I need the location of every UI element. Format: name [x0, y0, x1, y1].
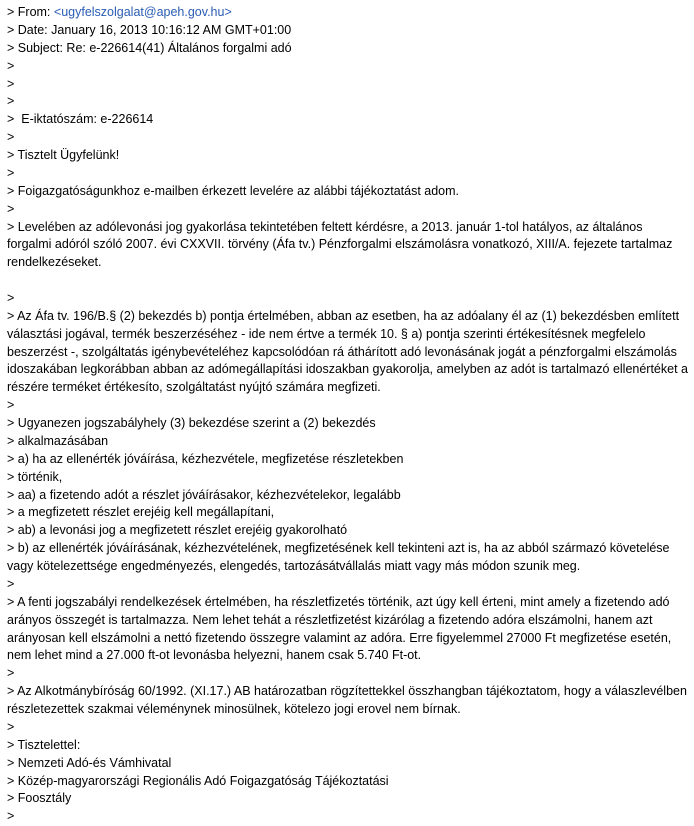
line-text: >: [7, 290, 15, 305]
line-text: >: [7, 58, 15, 73]
email-line: [7, 665, 690, 683]
line-text: >: [7, 809, 15, 824]
email-line: [7, 790, 690, 808]
email-line: [7, 129, 690, 147]
email-line: [7, 76, 690, 94]
email-line: [7, 201, 690, 219]
line-text: >: [7, 130, 15, 145]
email-line: [7, 165, 690, 183]
line-text: > b) az ellenérték jóváírásának, kézhezvételének, megfizetésének kell tekinteni azt is, ha az abból származó követelése vagy kötelezettsége engedményezés, elengedés, tartozásátvállalás miatt vagy más módon szunik meg.: [7, 541, 673, 574]
email-line: [7, 308, 690, 397]
line-text: >: [7, 398, 15, 413]
email-line: [7, 522, 690, 540]
line-text: > Date: January 16, 2013 10:16:12 AM GMT+01:00: [7, 22, 292, 37]
email-line: [7, 290, 690, 308]
line-text: >: [7, 201, 15, 216]
line-text: > From:: [7, 5, 54, 19]
email-line: [7, 469, 690, 487]
line-text: > Tisztelt Ügyfelünk!: [7, 148, 120, 162]
line-text: > Az Alkotmánybíróság 60/1992. (XI.17.) AB határozatban rögzítettekkel összhangban tájékoztatom, hogy a válaszlevélben részletezettek szakmai véleménynek minosülnek, kötelezo jogi erovel nem bírnak.: [7, 684, 691, 717]
line-text: > alkalmazásában: [7, 433, 109, 448]
email-line: [7, 415, 690, 433]
line-text: >: [7, 719, 15, 734]
line-text: > aa) a fizetendo adót a részlet jóváírásakor, kézhezvételekor, legalább: [7, 487, 401, 502]
line-text: > Az Áfa tv. 196/B.§ (2) bekezdés b) pontja értelmében, abban az esetben, ha az adóalany él az (1) bekezdésben említett választási jogával, termék beszerzéséhez - ide nem értve a termék 10. § a) pontja szerinti értékesítésnek megfelelo beszerzést -, szolgáltatás igénybevételéhez kapcsolódóan rá áthárított adó levonásának jogát a pénzforgalmi elszámolás idoszakában legkorábban abban az adómegállapítási idoszakban gyakorolja, amelyben az adót is tartalmazó ellenértéket a részére terméket értékesíto, szolgáltatást nyújtó számára megfizeti.: [7, 308, 692, 395]
email-line: [7, 540, 690, 576]
line-text: > Foigazgatóságunkhoz e-mailben érkezett levelére az alábbi tájékoztatást adom.: [7, 183, 460, 198]
email-line: [7, 397, 690, 415]
email-line: [7, 576, 690, 594]
email-line: [7, 504, 690, 522]
line-text: > Levelében az adólevonási jog gyakorlása tekintetében feltett kérdésre, a 2013. január 1-tol hatályos, az általános forgalmi adóról szóló 2007. évi CXXVII. törvény (Áfa tv.) Pénzforgalmi elszámolásra vonatkozó, XIII/A. fejezete tartalmaz rendelkezéseket.: [7, 219, 676, 270]
line-text: > a) ha az ellenérték jóváírása, kézhezvétele, megfizetése részletekben: [7, 451, 404, 466]
email-line: [7, 451, 690, 469]
email-line: [7, 433, 690, 451]
email-line: [7, 93, 690, 111]
line-text: > Subject: Re: e-226614(41) Általános forgalmi adó: [7, 40, 292, 55]
line-text: > Közép-magyarországi Regionális Adó Foigazgatóság Tájékoztatási: [7, 773, 389, 788]
email-line: [7, 755, 690, 773]
email-line: [7, 808, 690, 826]
email-line: [7, 487, 690, 505]
line-text: > E-iktatószám: e-226614: [7, 112, 154, 127]
line-text: > Foosztály: [7, 791, 72, 806]
email-line: [7, 719, 690, 737]
email-line: [7, 147, 690, 165]
line-text: >: [7, 576, 15, 591]
email-line: [7, 22, 690, 40]
email-line: [7, 773, 690, 791]
line-text: > történik,: [7, 469, 63, 484]
blank-line: [7, 272, 690, 290]
email-line: [7, 183, 690, 201]
line-text: >: [7, 76, 15, 91]
email-line: [7, 111, 690, 129]
email-line: [7, 683, 690, 719]
email-line: [7, 40, 690, 58]
line-text: > Tisztelettel:: [7, 737, 81, 752]
line-text: > a megfizetett részlet erejéig kell megállapítani,: [7, 505, 275, 520]
line-text: >: [7, 666, 15, 681]
line-text: >: [7, 165, 15, 180]
line-text: > Ugyanezen jogszabályhely (3) bekezdése szerint a (2) bekezdés: [7, 416, 376, 431]
line-text: > A fenti jogszabályi rendelkezések értelmében, ha részletfizetés történik, azt úgy kell érteni, mint amely a fizetendo adó arányos összegét is tartalmazza. Nem lehet tehát a részletfizetést kizárólag a fizetendo adóra elszámolni, hanem azt arányosan kell elszámolni a nettó fizetendo összegre valamint az adóra. Erre figyelemmel 27000 Ft megfizetése esetén, nem lehet mind a 27.000 ft-ot levonásba helyezni, hanem csak 5.740 Ft-ot.: [7, 594, 675, 663]
line-text: > Nemzeti Adó-és Vámhivatal: [7, 755, 172, 770]
email-line: [7, 219, 690, 273]
email-line: [7, 4, 690, 22]
email-line: [7, 737, 690, 755]
sender-email-link[interactable]: <ugyfelszolgalat@apeh.gov.hu>: [53, 5, 232, 19]
line-text: > ab) a levonási jog a megfizetett részlet erejéig gyakorolható: [7, 523, 348, 538]
line-text: >: [7, 94, 15, 109]
email-line: [7, 58, 690, 76]
email-line: [7, 594, 690, 666]
